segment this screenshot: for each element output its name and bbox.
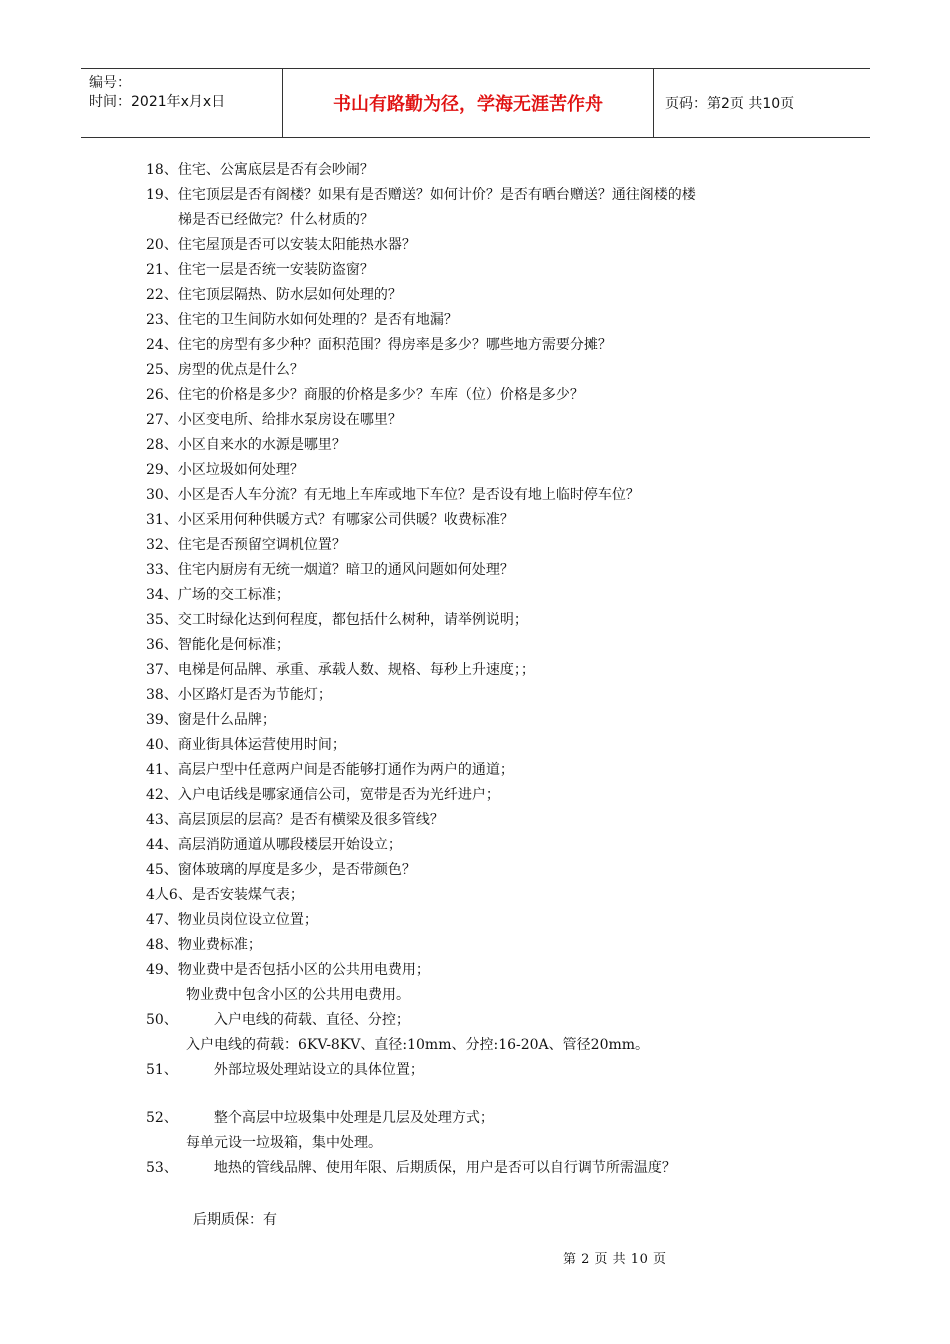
list-item: 36、智能化是何标准；: [146, 637, 290, 653]
list-item: 51、 外部垃圾处理站设立的具体位置；: [146, 1062, 424, 1078]
list-item: 47、物业员岗位设立位置；: [146, 912, 318, 928]
list-item: 44、高层消防通道从哪段楼层开始设立；: [146, 837, 402, 853]
list-item-answer: 后期质保：有: [193, 1212, 277, 1228]
list-item: 19、住宅顶层是否有阁楼？如果有是否赠送？如何计价？是否有晒台赠送？通往阁楼的楼: [146, 187, 696, 203]
list-item: 53、 地热的管线品牌、使用年限、后期质保，用户是否可以自行调节所需温度？: [146, 1160, 676, 1176]
list-item: 37、电梯是何品牌、承重、承载人数、规格、每秒上升速度；；: [146, 662, 535, 678]
list-item: 38、小区路灯是否为节能灯；: [146, 687, 332, 703]
list-item: 27、小区变电所、给排水泵房设在哪里？: [146, 412, 402, 428]
list-item: 48、物业费标准；: [146, 937, 262, 953]
list-item: 24、住宅的房型有多少种？面积范围？得房率是多少？哪些地方需要分摊？: [146, 337, 612, 353]
list-item: 35、交工时绿化达到何程度，都包括什么树种，请举例说明；: [146, 612, 528, 628]
list-item: 32、住宅是否预留空调机位置？: [146, 537, 346, 553]
list-item: 33、住宅内厨房有无统一烟道？暗卫的通风问题如何处理？: [146, 562, 514, 578]
list-item: 34、广场的交工标准；: [146, 587, 290, 603]
list-item: 42、入户电话线是哪家通信公司，宽带是否为光纤进户；: [146, 787, 500, 803]
list-item: 40、商业街具体运营使用时间；: [146, 737, 346, 753]
list-item-answer: 入户电线的荷载：6KV-8KV、直径:10mm、分控:16-20A、管径20mm。: [186, 1037, 650, 1053]
list-item: 31、小区采用何种供暖方式？有哪家公司供暖？收费标准？: [146, 512, 514, 528]
list-item: 29、小区垃圾如何处理？: [146, 462, 304, 478]
list-item: 43、高层顶层的层高？是否有横梁及很多管线？: [146, 812, 444, 828]
list-item: 22、住宅顶层隔热、防水层如何处理的？: [146, 287, 402, 303]
document-number-label: 编号：: [89, 75, 131, 91]
list-item: 50、 入户电线的荷载、直径、分控；: [146, 1012, 410, 1028]
list-item: 28、小区自来水的水源是哪里？: [146, 437, 346, 453]
list-item: 18、住宅、公寓底层是否有会吵闹？: [146, 162, 374, 178]
list-item: 25、房型的优点是什么？: [146, 362, 304, 378]
list-item: 20、住宅屋顶是否可以安装太阳能热水器？: [146, 237, 416, 253]
list-item: 30、小区是否人车分流？有无地上车库或地下车位？是否设有地上临时停车位？: [146, 487, 640, 503]
list-item: 49、物业费中是否包括小区的公共用电费用；: [146, 962, 430, 978]
list-item: 52、 整个高层中垃圾集中处理是几层及处理方式；: [146, 1110, 494, 1126]
list-item: 23、住宅的卫生间防水如何处理的？是否有地漏？: [146, 312, 458, 328]
list-item-continuation: 梯是否已经做完？什么材质的？: [178, 212, 374, 228]
list-item: 45、窗体玻璃的厚度是多少，是否带颜色？: [146, 862, 416, 878]
list-item: 21、住宅一层是否统一安装防盗窗？: [146, 262, 374, 278]
page-footer: 第 2 页 共 10 页: [563, 1252, 667, 1267]
list-item-answer: 物业费中包含小区的公共用电费用。: [186, 987, 410, 1003]
header-motto: 书山有路勤为径，学海无涯苦作舟: [283, 69, 654, 137]
header-meta: [81, 69, 283, 137]
page-header: [81, 68, 870, 138]
list-item: 26、住宅的价格是多少？商服的价格是多少？车库（位）价格是多少？: [146, 387, 584, 403]
list-item: 4人6、是否安装煤气表；: [146, 887, 304, 903]
list-item: 41、高层户型中任意两户间是否能够打通作为两户的通道；: [146, 762, 514, 778]
list-item-answer: 每单元设一垃圾箱，集中处理。: [186, 1135, 382, 1151]
header-page-info: 页码：第2页 共10页: [665, 96, 795, 112]
document-date: 时间：2021年x月x日: [89, 94, 226, 110]
list-item: 39、窗是什么品牌；: [146, 712, 276, 728]
